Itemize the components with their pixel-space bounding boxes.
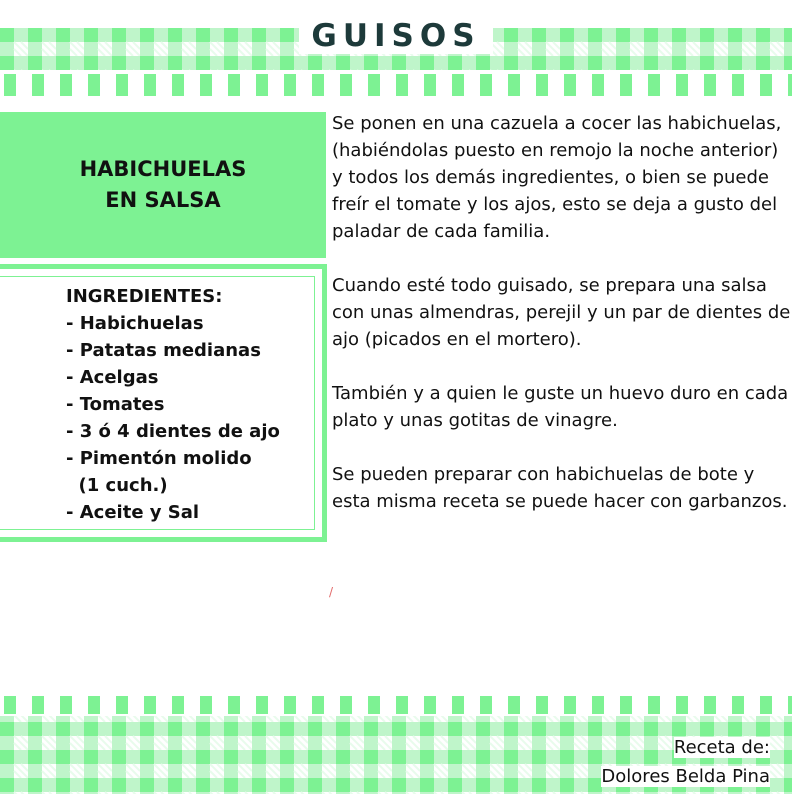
gingham-tooth [312,74,324,96]
gingham-tooth [144,696,156,714]
gingham-tooth [508,74,520,96]
gingham-tooth [424,696,436,714]
gingham-tooth [536,696,548,714]
dish-title [80,154,247,216]
ingredient-item: (1 cuch.) [66,475,168,496]
gingham-tooth [732,74,744,96]
gingham-tooth [592,696,604,714]
gingham-tooth [4,696,16,714]
gingham-tooth [424,74,436,96]
dish-title-line-2: EN SALSA [105,188,221,212]
ingredients-heading: INGREDIENTES: [66,286,223,307]
ingredient-item: - Acelgas [66,367,159,388]
gingham-tooth [88,74,100,96]
instructions [332,110,792,542]
gingham-tooth [564,74,576,96]
gingham-tooth [284,696,296,714]
gingham-tooth [592,74,604,96]
gingham-tooth [228,696,240,714]
ingredient-item: - Patatas medianas [66,340,261,361]
recipe-credit [601,733,770,791]
gingham-tooth [760,74,772,96]
gingham-tooth [620,696,632,714]
gingham-tooth [32,696,44,714]
gingham-tooth [368,74,380,96]
gingham-tooth [452,696,464,714]
gingham-tooth [480,696,492,714]
gingham-tooth [732,696,744,714]
gingham-tooth [312,696,324,714]
gingham-tooth [396,696,408,714]
gingham-tooth [340,74,352,96]
instruction-paragraph: Se pueden preparar con habichuelas de bote y esta misma receta se puede hacer con garbanzos. [332,464,788,512]
gingham-tooth [144,74,156,96]
gingham-tooth [172,696,184,714]
credit-author: Dolores Belda Pina [601,766,770,787]
gingham-tooth [284,74,296,96]
gingham-tooth [60,74,72,96]
ingredient-item: - Habichuelas [66,313,204,334]
gingham-tooth [32,74,44,96]
dish-title-box [0,112,326,258]
gingham-tooth [4,74,16,96]
page-title [0,18,792,54]
gingham-tooth [788,74,792,96]
instruction-paragraph: También y a quien le guste un huevo duro en cada plato y unas gotitas de vinagre. [332,383,789,431]
gingham-tooth [760,696,772,714]
gingham-tooth [788,696,792,714]
gingham-tooth [88,696,100,714]
credit-label: Receta de: [673,737,770,758]
gingham-tooth [200,74,212,96]
ingredient-item: - Aceite y Sal [66,502,200,523]
gingham-tooth [704,696,716,714]
gingham-tooth [200,696,212,714]
ingredients-list [66,283,280,526]
gingham-tooth [648,696,660,714]
ingredient-item: - Tomates [66,394,165,415]
gingham-tooth [60,696,72,714]
instruction-paragraph: Cuando esté todo guisado, se prepara una salsa con unas almendras, perejil y un par de dientes de ajo (picados en el mortero). [332,275,791,350]
dish-title-line-1: HABICHUELAS [79,157,247,181]
gingham-tooth [116,74,128,96]
gingham-tooth [508,696,520,714]
gingham-tooth [480,74,492,96]
gingham-tooth [228,74,240,96]
ingredient-item: - Pimentón molido [66,448,252,469]
page-title-text: GUISOS [299,18,492,54]
gingham-tooth [620,74,632,96]
gingham-tooth [396,74,408,96]
gingham-tooth [704,74,716,96]
stray-mark: / [329,585,334,599]
gingham-tooth [452,74,464,96]
gingham-tooth [256,696,268,714]
gingham-tooth [648,74,660,96]
gingham-tooth [172,74,184,96]
gingham-tooth [564,696,576,714]
gingham-tooth [536,74,548,96]
gingham-tooth [340,696,352,714]
gingham-tooth [256,74,268,96]
gingham-tooth [676,74,688,96]
gingham-tooth [676,696,688,714]
gingham-tooth [116,696,128,714]
ingredient-item: - 3 ó 4 dientes de ajo [66,421,280,442]
gingham-tooth [368,696,380,714]
instruction-paragraph: Se ponen en una cazuela a cocer las habichuelas, (habiéndolas puesto en remojo la noche anterior) y todos los demás ingredientes, o bien se puede freír el tomate y los ajos, esto se deja a gusto del paladar de cada familia. [332,113,782,242]
